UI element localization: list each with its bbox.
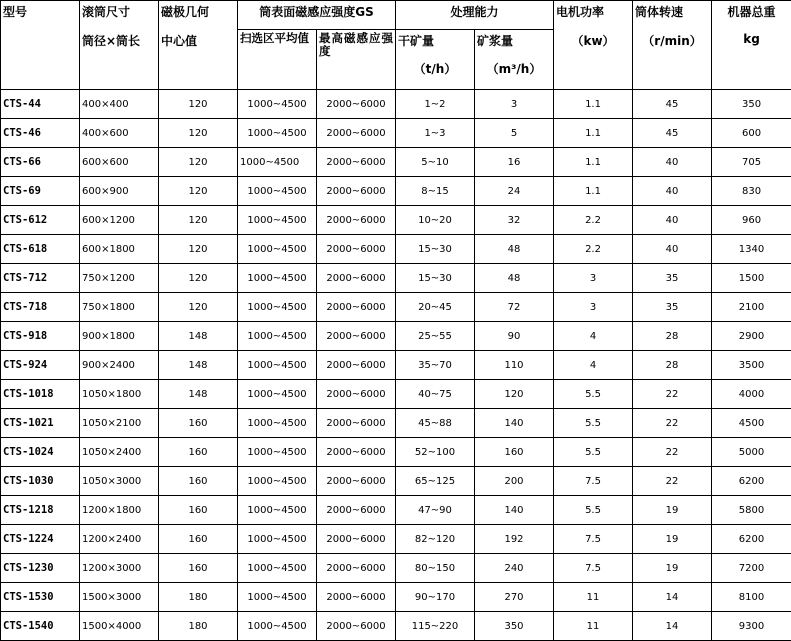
cell-magnetic-geometry: 160: [159, 409, 238, 438]
cell-weight: 705: [712, 148, 791, 177]
cell-drum-size: 900×1800: [80, 322, 159, 351]
cell-capacity-slurry: 3: [475, 90, 554, 119]
cell-capacity-slurry: 140: [475, 409, 554, 438]
cell-model: CTS-1021: [1, 409, 80, 438]
cell-motor-power: 2.2: [554, 235, 633, 264]
table-row: [1, 525, 791, 554]
cell-drum-speed: 28: [633, 351, 712, 380]
cell-weight: 5800: [712, 496, 791, 525]
header-drum-speed-unit: （r/min）: [633, 30, 712, 90]
cell-magnetic-geometry: 148: [159, 322, 238, 351]
cell-capacity-slurry: 200: [475, 467, 554, 496]
cell-weight: 600: [712, 119, 791, 148]
cell-weight: 4500: [712, 409, 791, 438]
cell-field-avg: 1000~4500: [238, 206, 317, 235]
header-drum-size: 滚筒尺寸: [80, 1, 159, 30]
cell-drum-size: 900×2400: [80, 351, 159, 380]
cell-drum-speed: 40: [633, 235, 712, 264]
cell-drum-size: 1050×3000: [80, 467, 159, 496]
cell-model: CTS-1230: [1, 554, 80, 583]
cell-capacity-dry: 82~120: [396, 525, 475, 554]
table-row: [1, 467, 791, 496]
cell-weight: 6200: [712, 525, 791, 554]
cell-capacity-dry: 47~90: [396, 496, 475, 525]
header-capacity-slurry-unit: （m³/h）: [475, 58, 554, 90]
table-row: [1, 90, 791, 119]
table-row: [1, 438, 791, 467]
cell-capacity-dry: 8~15: [396, 177, 475, 206]
table-row: [1, 322, 791, 351]
cell-magnetic-geometry: 120: [159, 177, 238, 206]
cell-field-max: 2000~6000: [317, 467, 396, 496]
table-row: [1, 583, 791, 612]
cell-field-avg: 1000~4500: [238, 525, 317, 554]
header-model: 型号: [1, 1, 80, 90]
cell-weight: 6200: [712, 467, 791, 496]
cell-field-max: 2000~6000: [317, 351, 396, 380]
cell-motor-power: 1.1: [554, 90, 633, 119]
table-row: [1, 177, 791, 206]
cell-weight: 1340: [712, 235, 791, 264]
cell-model: CTS-1218: [1, 496, 80, 525]
cell-model: CTS-1024: [1, 438, 80, 467]
cell-field-avg: 1000~4500: [238, 90, 317, 119]
table-row: [1, 148, 791, 177]
cell-motor-power: 3: [554, 264, 633, 293]
cell-model: CTS-712: [1, 264, 80, 293]
cell-field-max: 2000~6000: [317, 206, 396, 235]
cell-capacity-slurry: 48: [475, 264, 554, 293]
cell-motor-power: 7.5: [554, 525, 633, 554]
cell-magnetic-geometry: 120: [159, 90, 238, 119]
cell-drum-speed: 19: [633, 554, 712, 583]
cell-model: CTS-924: [1, 351, 80, 380]
cell-weight: 5000: [712, 438, 791, 467]
cell-field-avg: 1000~4500: [238, 467, 317, 496]
cell-drum-size: 1200×1800: [80, 496, 159, 525]
header-drum-size-sub: 筒径×筒长: [80, 30, 159, 90]
cell-motor-power: 5.5: [554, 380, 633, 409]
cell-field-avg: 1000~4500: [238, 235, 317, 264]
cell-drum-speed: 22: [633, 409, 712, 438]
cell-drum-size: 1500×4000: [80, 612, 159, 641]
cell-weight: 960: [712, 206, 791, 235]
cell-magnetic-geometry: 160: [159, 554, 238, 583]
table-header: [1, 1, 791, 90]
cell-capacity-dry: 15~30: [396, 235, 475, 264]
cell-field-max: 2000~6000: [317, 293, 396, 322]
cell-motor-power: 11: [554, 583, 633, 612]
cell-field-avg: 1000~4500: [238, 583, 317, 612]
cell-model: CTS-1530: [1, 583, 80, 612]
cell-drum-size: 400×400: [80, 90, 159, 119]
cell-field-max: 2000~6000: [317, 583, 396, 612]
table-row: [1, 612, 791, 641]
cell-drum-size: 600×1200: [80, 206, 159, 235]
cell-drum-speed: 14: [633, 583, 712, 612]
table-row: [1, 119, 791, 148]
cell-drum-speed: 28: [633, 322, 712, 351]
cell-field-avg: 1000~4500: [238, 119, 317, 148]
table-row: [1, 351, 791, 380]
cell-motor-power: 7.5: [554, 467, 633, 496]
cell-capacity-dry: 115~220: [396, 612, 475, 641]
cell-field-avg: 1000~4500: [238, 554, 317, 583]
cell-field-avg: 1000~4500: [238, 148, 317, 177]
table-row: [1, 235, 791, 264]
cell-magnetic-geometry: 120: [159, 119, 238, 148]
cell-drum-size: 600×1800: [80, 235, 159, 264]
cell-motor-power: 2.2: [554, 206, 633, 235]
header-surface-field-avg: 扫选区平均值: [238, 30, 317, 90]
cell-weight: 350: [712, 90, 791, 119]
cell-capacity-slurry: 24: [475, 177, 554, 206]
cell-capacity-dry: 90~170: [396, 583, 475, 612]
cell-weight: 2900: [712, 322, 791, 351]
cell-model: CTS-69: [1, 177, 80, 206]
cell-model: CTS-718: [1, 293, 80, 322]
cell-field-avg: 1000~4500: [238, 612, 317, 641]
header-magnetic-geometry: 磁极几何: [159, 1, 238, 30]
cell-field-avg: 1000~4500: [238, 438, 317, 467]
cell-magnetic-geometry: 148: [159, 380, 238, 409]
cell-model: CTS-918: [1, 322, 80, 351]
cell-model: CTS-1018: [1, 380, 80, 409]
cell-magnetic-geometry: 120: [159, 264, 238, 293]
cell-field-max: 2000~6000: [317, 235, 396, 264]
cell-field-avg: 1000~4500: [238, 264, 317, 293]
cell-drum-speed: 14: [633, 612, 712, 641]
cell-capacity-dry: 65~125: [396, 467, 475, 496]
header-weight: 机器总重: [712, 1, 791, 30]
cell-motor-power: 5.5: [554, 409, 633, 438]
table-row: [1, 293, 791, 322]
cell-field-avg: 1000~4500: [238, 293, 317, 322]
cell-capacity-dry: 25~55: [396, 322, 475, 351]
cell-drum-speed: 19: [633, 496, 712, 525]
cell-magnetic-geometry: 148: [159, 351, 238, 380]
cell-drum-size: 1200×3000: [80, 554, 159, 583]
cell-capacity-dry: 80~150: [396, 554, 475, 583]
cell-field-max: 2000~6000: [317, 438, 396, 467]
header-drum-speed: 筒体转速: [633, 1, 712, 30]
cell-magnetic-geometry: 120: [159, 293, 238, 322]
cell-capacity-slurry: 16: [475, 148, 554, 177]
cell-magnetic-geometry: 180: [159, 612, 238, 641]
cell-drum-speed: 22: [633, 380, 712, 409]
cell-field-max: 2000~6000: [317, 148, 396, 177]
cell-motor-power: 5.5: [554, 496, 633, 525]
cell-capacity-slurry: 140: [475, 496, 554, 525]
cell-model: CTS-612: [1, 206, 80, 235]
cell-capacity-slurry: 110: [475, 351, 554, 380]
table-row: [1, 554, 791, 583]
cell-model: CTS-1224: [1, 525, 80, 554]
cell-motor-power: 5.5: [554, 438, 633, 467]
table-row: [1, 264, 791, 293]
cell-drum-speed: 45: [633, 90, 712, 119]
cell-field-avg: 1000~4500: [238, 496, 317, 525]
cell-drum-speed: 40: [633, 148, 712, 177]
cell-magnetic-geometry: 160: [159, 496, 238, 525]
cell-field-max: 2000~6000: [317, 177, 396, 206]
cell-capacity-slurry: 192: [475, 525, 554, 554]
table-body: [1, 90, 791, 641]
cell-field-avg: 1000~4500: [238, 380, 317, 409]
cell-motor-power: 1.1: [554, 119, 633, 148]
cell-drum-size: 1500×3000: [80, 583, 159, 612]
cell-capacity-dry: 40~75: [396, 380, 475, 409]
cell-magnetic-geometry: 120: [159, 235, 238, 264]
cell-capacity-slurry: 5: [475, 119, 554, 148]
table-row: [1, 206, 791, 235]
header-motor-power: 电机功率: [554, 1, 633, 30]
header-capacity-dry-unit: （t/h）: [396, 58, 475, 90]
cell-model: CTS-618: [1, 235, 80, 264]
header-magnetic-geometry-sub: 中心值: [159, 30, 238, 90]
cell-capacity-slurry: 32: [475, 206, 554, 235]
cell-field-max: 2000~6000: [317, 496, 396, 525]
cell-weight: 9300: [712, 612, 791, 641]
header-motor-power-unit: （kw）: [554, 30, 633, 90]
header-capacity-slurry: 矿浆量: [475, 30, 554, 59]
cell-capacity-slurry: 48: [475, 235, 554, 264]
header-weight-unit: kg: [712, 30, 791, 90]
cell-drum-size: 400×600: [80, 119, 159, 148]
cell-capacity-dry: 45~88: [396, 409, 475, 438]
table-row: [1, 496, 791, 525]
cell-field-avg: 1000~4500: [238, 177, 317, 206]
cell-drum-size: 1050×2100: [80, 409, 159, 438]
cell-drum-speed: 45: [633, 119, 712, 148]
table-row: [1, 380, 791, 409]
cell-drum-size: 1050×2400: [80, 438, 159, 467]
cell-drum-speed: 40: [633, 177, 712, 206]
cell-field-max: 2000~6000: [317, 612, 396, 641]
cell-drum-size: 750×1800: [80, 293, 159, 322]
cell-motor-power: 1.1: [554, 177, 633, 206]
cell-motor-power: 3: [554, 293, 633, 322]
cell-weight: 4000: [712, 380, 791, 409]
cell-field-avg: 1000~4500: [238, 351, 317, 380]
cell-field-max: 2000~6000: [317, 322, 396, 351]
header-surface-field-max: 最高磁感应强度: [317, 30, 396, 90]
cell-drum-speed: 22: [633, 467, 712, 496]
cell-capacity-dry: 5~10: [396, 148, 475, 177]
cell-drum-size: 600×900: [80, 177, 159, 206]
cell-drum-speed: 35: [633, 264, 712, 293]
cell-drum-speed: 40: [633, 206, 712, 235]
cell-capacity-slurry: 90: [475, 322, 554, 351]
cell-model: CTS-46: [1, 119, 80, 148]
cell-capacity-dry: 10~20: [396, 206, 475, 235]
cell-motor-power: 7.5: [554, 554, 633, 583]
cell-capacity-slurry: 350: [475, 612, 554, 641]
header-surface-field: 筒表面磁感应强度GS: [238, 1, 396, 30]
cell-weight: 830: [712, 177, 791, 206]
cell-capacity-dry: 15~30: [396, 264, 475, 293]
cell-drum-size: 750×1200: [80, 264, 159, 293]
cell-motor-power: 1.1: [554, 148, 633, 177]
cell-magnetic-geometry: 160: [159, 438, 238, 467]
header-capacity: 处理能力: [396, 1, 554, 30]
cell-drum-size: 600×600: [80, 148, 159, 177]
cell-weight: 7200: [712, 554, 791, 583]
cell-field-max: 2000~6000: [317, 525, 396, 554]
cell-weight: 2100: [712, 293, 791, 322]
cell-field-max: 2000~6000: [317, 90, 396, 119]
cell-model: CTS-1030: [1, 467, 80, 496]
cell-model: CTS-44: [1, 90, 80, 119]
cell-weight: 8100: [712, 583, 791, 612]
cell-model: CTS-1540: [1, 612, 80, 641]
cell-capacity-dry: 1~3: [396, 119, 475, 148]
cell-capacity-dry: 20~45: [396, 293, 475, 322]
cell-drum-speed: 35: [633, 293, 712, 322]
cell-drum-speed: 22: [633, 438, 712, 467]
cell-magnetic-geometry: 180: [159, 583, 238, 612]
cell-capacity-slurry: 120: [475, 380, 554, 409]
cell-capacity-slurry: 270: [475, 583, 554, 612]
cell-capacity-slurry: 240: [475, 554, 554, 583]
cell-model: CTS-66: [1, 148, 80, 177]
cell-motor-power: 4: [554, 322, 633, 351]
cell-drum-speed: 19: [633, 525, 712, 554]
cell-magnetic-geometry: 160: [159, 467, 238, 496]
cell-capacity-slurry: 160: [475, 438, 554, 467]
cell-magnetic-geometry: 120: [159, 206, 238, 235]
cell-magnetic-geometry: 120: [159, 148, 238, 177]
cell-field-avg: 1000~4500: [238, 409, 317, 438]
cell-motor-power: 4: [554, 351, 633, 380]
cell-field-max: 2000~6000: [317, 409, 396, 438]
cell-drum-size: 1200×2400: [80, 525, 159, 554]
header-capacity-dry: 干矿量: [396, 30, 475, 59]
cell-capacity-dry: 52~100: [396, 438, 475, 467]
cell-capacity-dry: 35~70: [396, 351, 475, 380]
cell-field-max: 2000~6000: [317, 380, 396, 409]
cell-capacity-dry: 1~2: [396, 90, 475, 119]
cell-field-max: 2000~6000: [317, 264, 396, 293]
cell-field-max: 2000~6000: [317, 554, 396, 583]
cell-weight: 3500: [712, 351, 791, 380]
cell-field-avg: 1000~4500: [238, 322, 317, 351]
cell-magnetic-geometry: 160: [159, 525, 238, 554]
cell-field-max: 2000~6000: [317, 119, 396, 148]
cell-capacity-slurry: 72: [475, 293, 554, 322]
cell-drum-size: 1050×1800: [80, 380, 159, 409]
table-row: [1, 409, 791, 438]
cell-motor-power: 11: [554, 612, 633, 641]
cell-weight: 1500: [712, 264, 791, 293]
